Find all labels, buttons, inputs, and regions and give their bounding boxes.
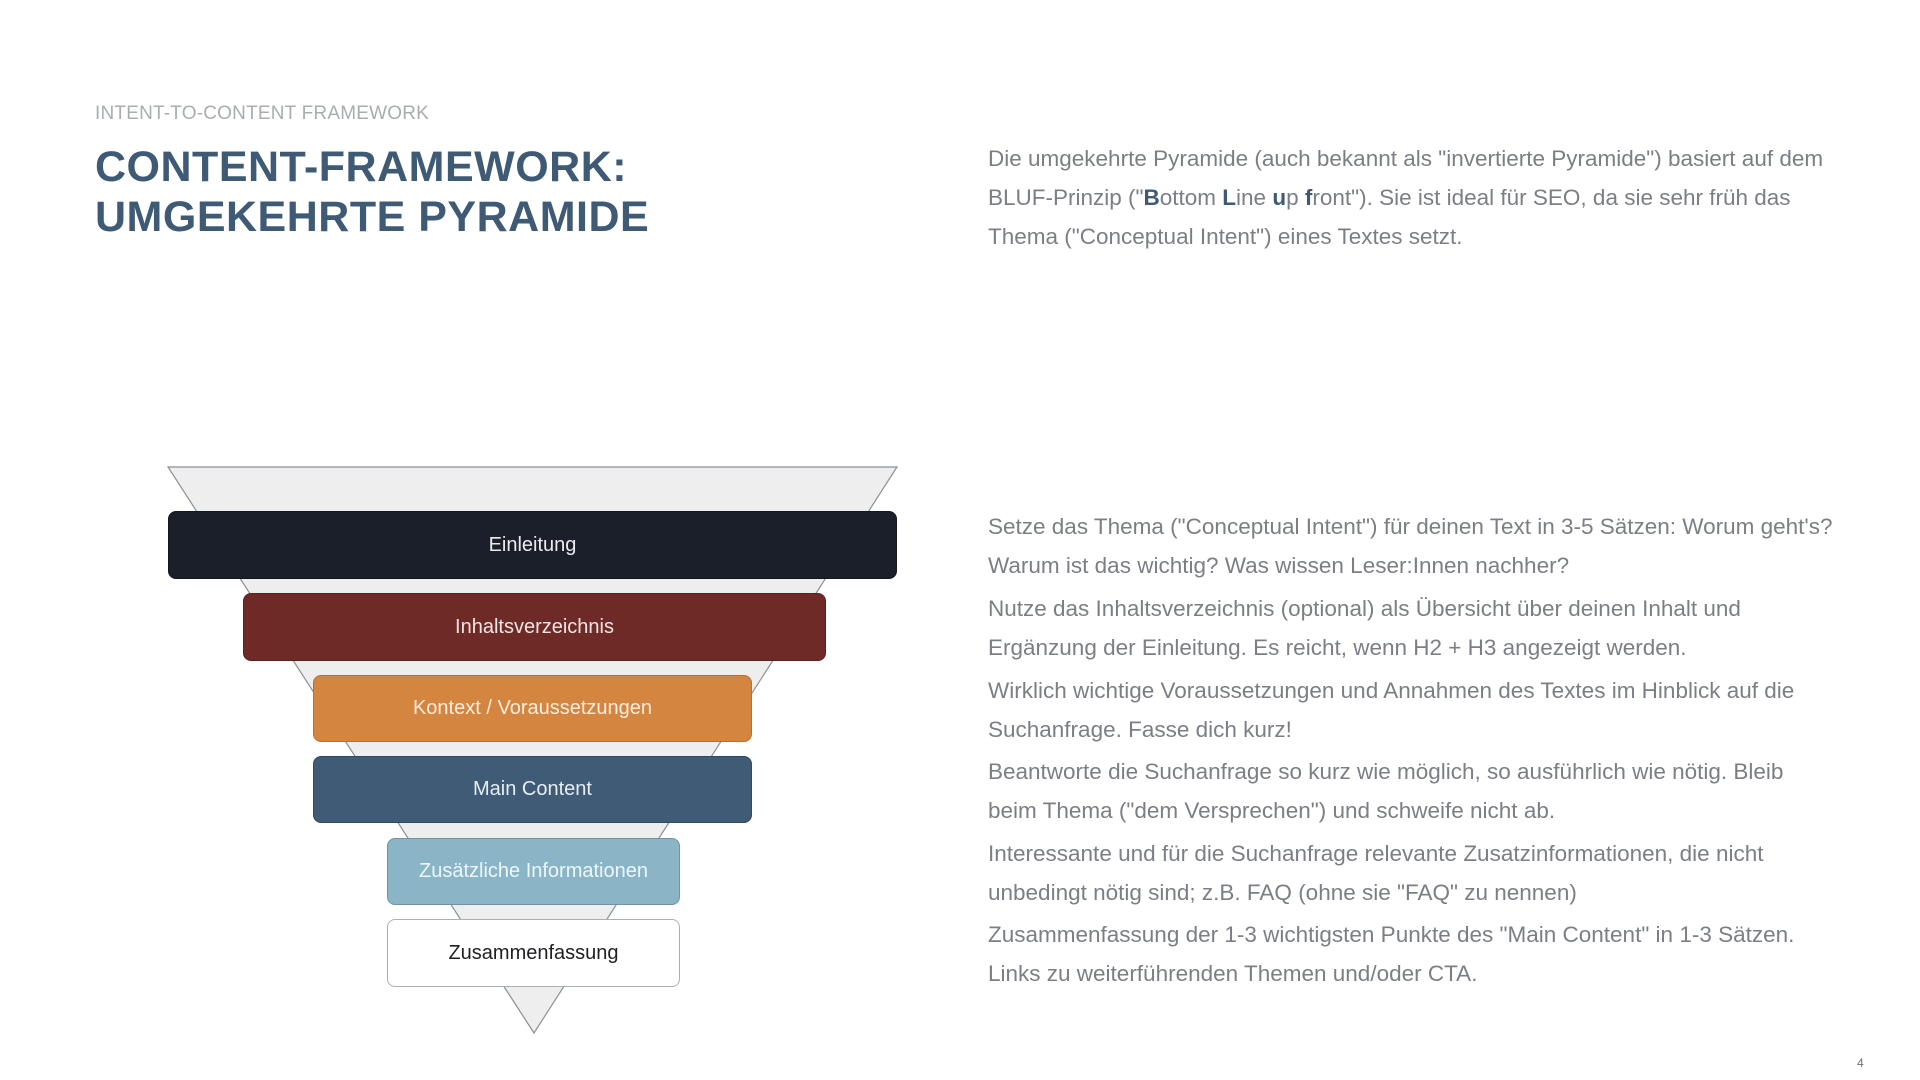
intro-text: ront"). Sie ist ideal für SEO, da sie sehr früh das Thema ("Conceptual Intent") eines Textes setzt. <box>988 185 1791 249</box>
section-kicker: INTENT-TO-CONTENT FRAMEWORK <box>95 103 430 124</box>
layer-description-zusammenfassung: Zusammenfassung der 1-3 wichtigsten Punkte des "Main Content" in 1-3 Sätzen. Links zu weiterführenden Themen und/oder CTA. <box>988 922 1795 986</box>
layer-description-kontext: Wirklich wichtige Voraussetzungen und Annahmen des Textes im Hinblick auf die Suchanfrage. Fasse dich kurz! <box>988 678 1795 742</box>
pyramid-layer-zusammenfassung <box>387 919 680 987</box>
intro-bold-letter: u <box>1272 185 1287 210</box>
page-title: CONTENT-FRAMEWORK: UMGEKEHRTE PYRAMIDE <box>95 143 650 241</box>
layer-description-inhaltsverzeichnis: Nutze das Inhaltsverzeichnis (optional) als Übersicht über deinen Inhalt und Ergänzung der Einleitung. Es reicht, wenn H2 + H3 angezeigt werden. <box>988 596 1741 660</box>
intro-text: p <box>1286 185 1305 210</box>
intro-bold-letter: L <box>1222 185 1237 210</box>
layer-label: Zusätzliche Informationen <box>418 860 648 882</box>
intro-bold-letter: f <box>1304 185 1313 210</box>
pyramid-layer-main-content <box>313 756 752 823</box>
layer-description-einleitung: Setze das Thema ("Conceptual Intent") für deinen Text in 3-5 Sätzen: Worum geht's? Warum ist das wichtig? Was wissen Leser:Innen nachher? <box>988 514 1833 578</box>
layer-label: Inhaltsverzeichnis <box>455 615 614 638</box>
pyramid-layer-inhaltsverzeichnis <box>243 593 826 661</box>
layer-description-zusaetzliche-informationen: Interessante und für die Suchanfrage relevante Zusatzinformationen, die nicht unbedingt nötig sind; z.B. FAQ (ohne sie "FAQ" zu nennen) <box>988 841 1764 905</box>
intro-text: Die umgekehrte Pyramide (auch bekannt als "invertierte Pyramide") basiert auf dem BLUF-Prinzip (" <box>988 146 1824 210</box>
pyramid-layer-zusaetzliche-informationen <box>387 838 680 905</box>
pyramid-layer-einleitung <box>168 511 897 579</box>
intro-text: ine <box>1236 185 1273 210</box>
intro-text: ottom <box>1159 185 1223 210</box>
layer-label: Kontext / Voraussetzungen <box>412 697 653 719</box>
layer-label: Zusammenfassung <box>448 941 619 964</box>
page-number: 4 <box>1857 1056 1864 1070</box>
layer-label: Einleitung <box>488 533 577 556</box>
layer-description-main-content: Beantworte die Suchanfrage so kurz wie möglich, so ausführlich wie nötig. Bleib beim Thema ("dem Versprechen") und schweife nicht ab. <box>988 759 1784 823</box>
pyramid-layer-kontext <box>313 675 752 742</box>
layer-label: Main Content <box>473 778 592 800</box>
intro-bold-letter: B <box>1143 185 1160 210</box>
